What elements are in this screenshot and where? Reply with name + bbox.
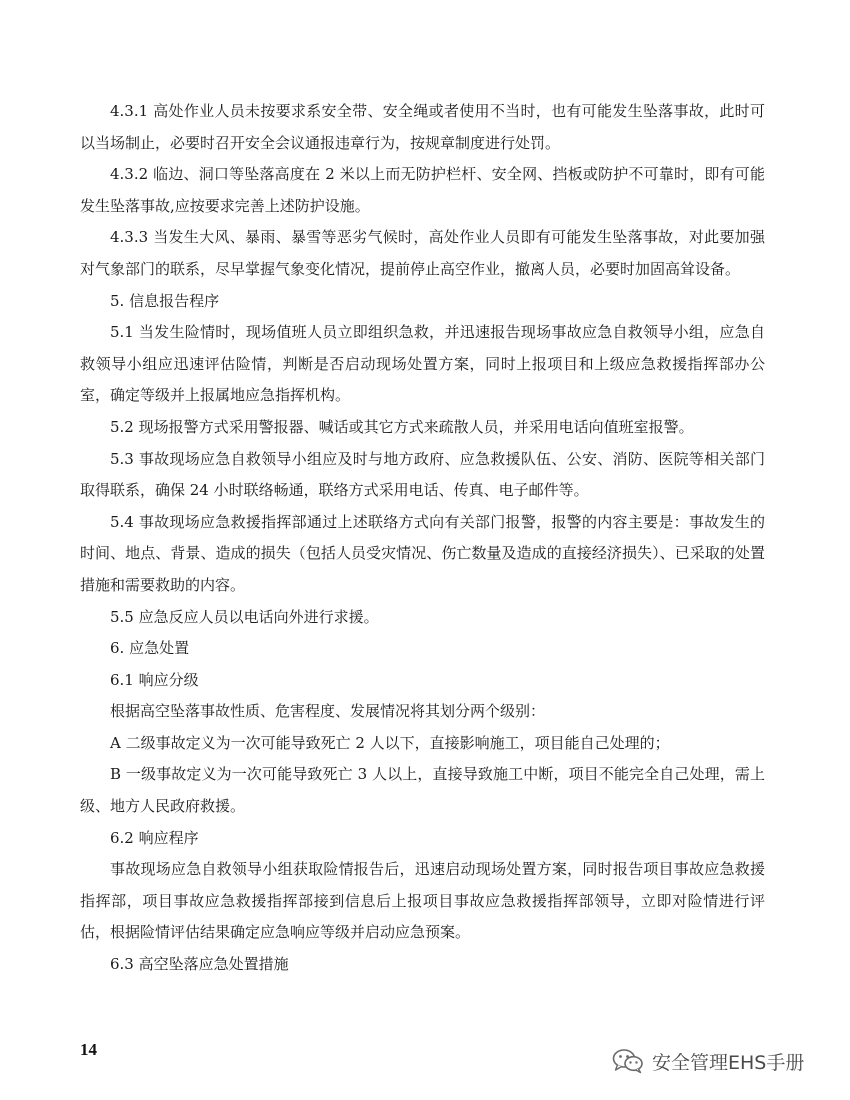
wechat-icon	[612, 1048, 644, 1074]
page-number: 14	[80, 1040, 97, 1059]
document-body	[80, 96, 765, 981]
heading-6-1: 6.1 响应分级	[110, 670, 199, 689]
paragraph-level-a: A 二级事故定义为一次可能导致死亡 2 人以下，直接影响施工，项目能自己处理的；	[110, 733, 670, 752]
paragraph-5-3: 5.3 事故现场应急自救领导小组应及时与地方政府、应急救援队伍、公安、消防、医院等相关部门取得联系，确保 24 小时联络畅通，联络方式采用电话、传真、电子邮件等。	[80, 449, 765, 500]
heading-6-2: 6.2 响应程序	[110, 828, 199, 847]
paragraph-5-5: 5.5 应急反应人员以电话向外进行求援。	[110, 607, 379, 626]
paragraph-classification: 根据高空坠落事故性质、危害程度、发展情况将其划分两个级别：	[110, 702, 546, 721]
paragraph-4-3-3: 4.3.3 当发生大风、暴雨、暴雪等恶劣气候时，高处作业人员即有可能发生坠落事故，对此要加强对气象部门的联系，尽早掌握气象变化情况，提前停止高空作业，撤离人员，必要时加固高耸设备。	[80, 228, 765, 278]
paragraph-response-procedure: 事故现场应急自救领导小组获取险情报告后，迅速启动现场处置方案，同时报告项目事故应急救援指挥部，项目事故应急救援指挥部接到信息后上报项目事故应急救援指挥部领导，立即对险情进行评估，根据险情评估结果确定应急响应等级并启动应急预案。	[80, 860, 765, 942]
heading-section-5: 5. 信息报告程序	[110, 291, 220, 310]
paragraph-5-4: 5.4 事故现场应急救援指挥部通过上述联络方式向有关部门报警，报警的内容主要是：事故发生的时间、地点、背景、造成的损失（包括人员受灾情况、伤亡数量及造成的直接经济损失）、已采取的处置措施和需要救助的内容。	[80, 512, 765, 594]
heading-6-3: 6.3 高空坠落应急处置措施	[110, 955, 289, 974]
watermark-text: 安全管理EHS手册	[652, 1051, 805, 1074]
watermark	[612, 1046, 804, 1076]
paragraph-4-3-1: 4.3.1 高处作业人员未按要求系安全带、安全绳或者使用不当时，也有可能发生坠落事故，此时可以当场制止，必要时召开安全会议通报违章行为，按规章制度进行处罚。	[80, 102, 765, 152]
heading-section-6: 6. 应急处置	[110, 639, 190, 658]
paragraph-level-b: B 一级事故定义为一次可能导致死亡 3 人以上，直接导致施工中断，项目不能完全自己处理，需上级、地方人民政府救援。	[80, 765, 765, 816]
paragraph-5-1: 5.1 当发生险情时，现场值班人员立即组织急救，并迅速报告现场事故应急自救领导小组，应急自救领导小组应迅速评估险情，判断是否启动现场处置方案，同时上报项目和上级应急救援指挥部办公室，确定等级并上报属地应急指挥机构。	[80, 323, 765, 405]
paragraph-5-2: 5.2 现场报警方式采用警报器、喊话或其它方式来疏散人员，并采用电话向值班室报警。	[110, 417, 694, 436]
paragraph-4-3-2: 4.3.2 临边、洞口等坠落高度在 2 米以上而无防护栏杆、安全网、挡板或防护不可靠时，即有可能发生坠落事故,应按要求完善上述防护设施。	[80, 165, 765, 215]
